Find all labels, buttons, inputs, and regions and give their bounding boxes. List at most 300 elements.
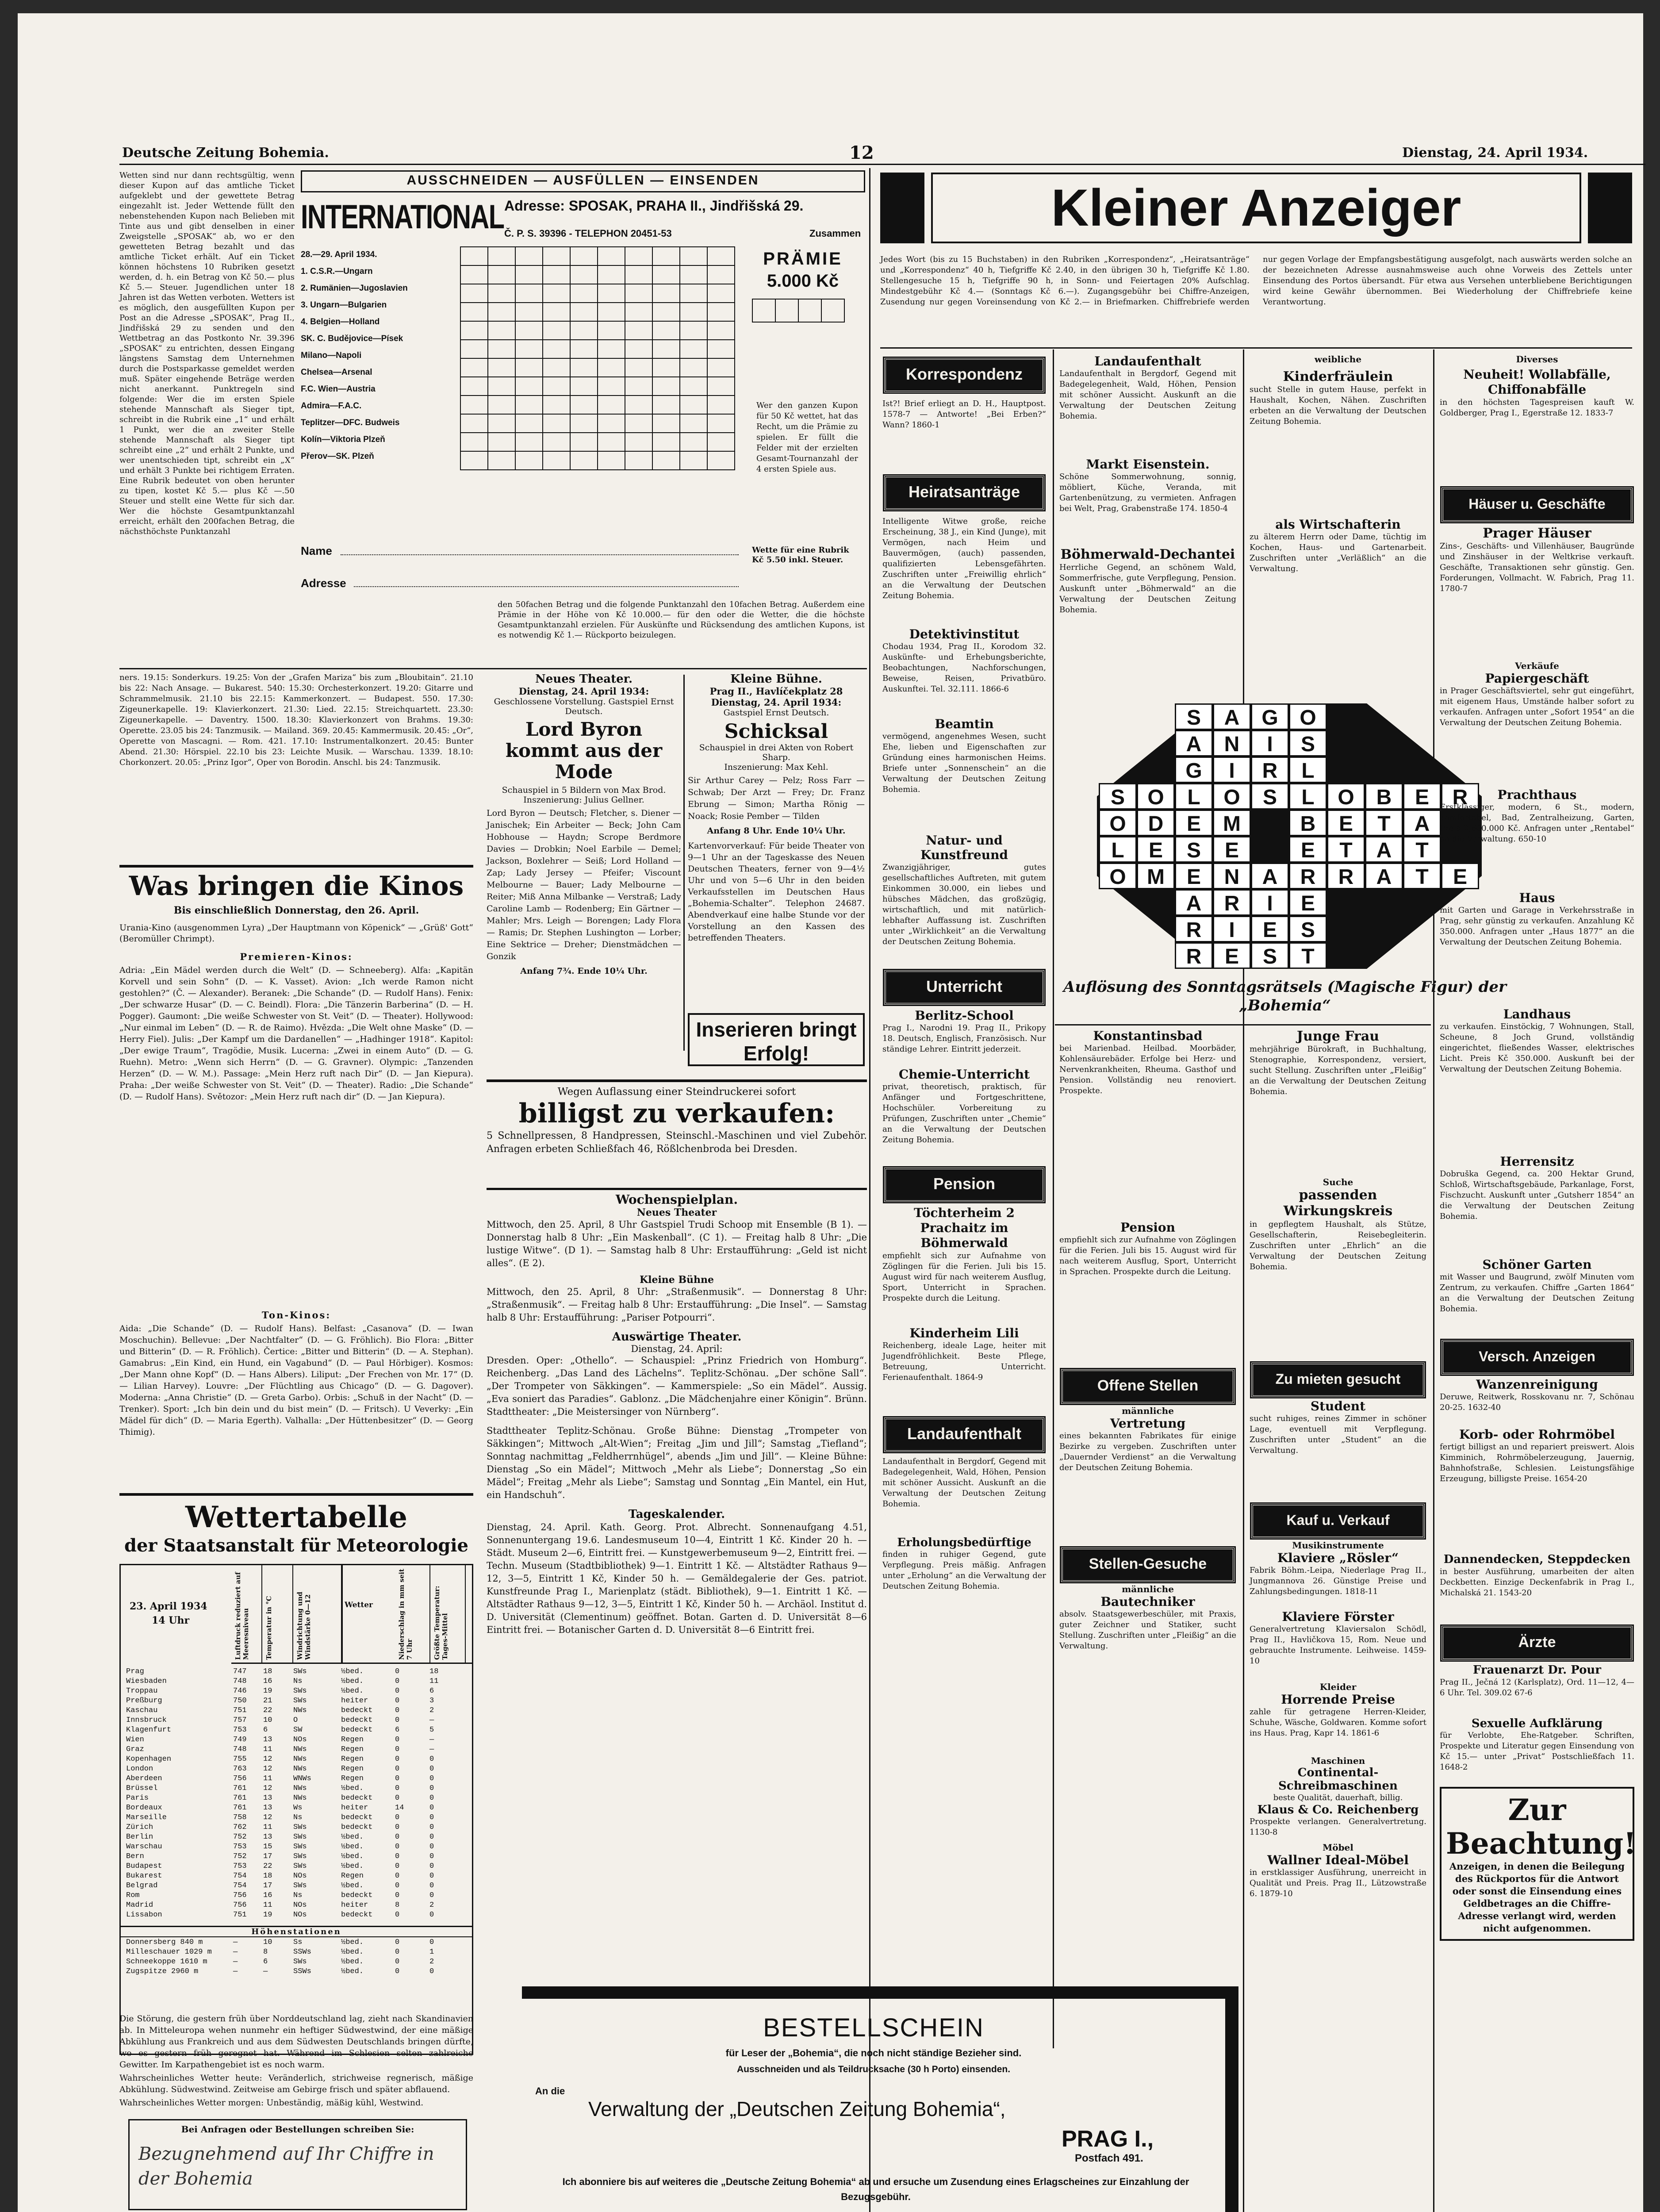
kleine-date: Dienstag, 24. April 1934: <box>711 697 842 708</box>
passenden-text: in gepflegtem Haushalt, als Stütze, Gesellschafterin, Reisebegleiterin. Zuschriften unter „Ehrlich“ an die Verwaltung der Deutschen Zeitung Bohemia. <box>1250 1220 1426 1271</box>
weather-cell: Budapest <box>126 1862 162 1870</box>
maschinen-label: Maschinen <box>1311 1755 1365 1766</box>
kinderfraeulein-head: Kinderfräulein <box>1283 369 1393 384</box>
kleine-play: Schicksal <box>724 720 828 743</box>
magic-cell: N <box>1213 863 1251 889</box>
bestell-line1: für Leser der „Bohemia“, die noch nicht ständige Bezieher sind. <box>725 2047 1022 2058</box>
anzeiger-col-b-lower <box>1059 1029 1236 1697</box>
weather-cell: bedeckt <box>341 1706 373 1715</box>
coupon-address: Adresse: SPOSAK, PRAHA II., Jindřišská 29. <box>504 198 804 214</box>
weather-cell: 12 <box>263 1784 272 1793</box>
weather-cell: Marseille <box>126 1813 167 1822</box>
klaus-head: Klaus & Co. Reichenberg <box>1257 1803 1419 1816</box>
bestellschein <box>522 1986 1238 2212</box>
offene-sub: männliche <box>1122 1406 1174 1416</box>
weather-cell: Klagenfurt <box>126 1726 172 1734</box>
weather-cell: SWs <box>293 1958 307 1966</box>
junge-text: mehrjährige Bürokraft, in Buchhaltung, Stenographie, Korrespondenz, versiert, sucht Stellung. Zuschriften unter „Fleißig“ an die Verwaltung der Deutschen Zeitung Bohemia. <box>1250 1045 1426 1096</box>
magic-cell: O <box>1099 863 1137 889</box>
magic-cell: A <box>1403 810 1441 836</box>
neues-sub: Schauspiel in 5 Bildern von Max Brod. <box>502 785 666 795</box>
weather-cell: Brüssel <box>126 1784 158 1793</box>
weather-cell: Lissabon <box>126 1911 162 1919</box>
match-list <box>301 263 460 465</box>
magic-grid <box>1097 703 1482 969</box>
magic-cell: E <box>1251 916 1289 942</box>
magic-cell: E <box>1289 889 1327 916</box>
suche-label: Suche <box>1323 1177 1353 1187</box>
anzeiger-left-block <box>880 173 924 243</box>
haus-text: mit Garten und Garage in Verkehrsstraße in Prag, sehr günstig zu verkaufen. Anzahlung Kč 350.000. Anfragen unter „Haus 1877“ an die Verwaltung der Deutschen Zeitung Bohemia. <box>1440 906 1634 947</box>
natur-head: Natur- und Kunstfreund <box>920 833 1008 862</box>
section-rule <box>119 1493 473 1496</box>
weather-cell: 0 <box>395 1716 400 1724</box>
weather-cell: SWs <box>293 1823 307 1832</box>
wochenspielplan <box>487 1192 867 1636</box>
weather-cell: 753 <box>233 1843 247 1851</box>
markt-head: Markt Eisenstein. <box>1086 457 1210 472</box>
weather-cell: 12 <box>263 1813 272 1822</box>
weather-cell: 19 <box>263 1911 272 1919</box>
weather-cell: ½bed. <box>341 1852 364 1861</box>
kleine-addr: Prag II., Havlíčekplatz 28 <box>709 686 843 697</box>
weather-cell: SWs <box>293 1843 307 1851</box>
magic-cell: A <box>1175 730 1213 757</box>
sport-rules-cont: den 50fachen Betrag und die folgende Punktanzahl den 10fachen Betrag. Außerdem eine Prämie in der Höhe von Kč 10.000.— für den oder die Wetter, die die höchste Gesamtpunktanzahl erzielen. Für Auskünfte und Rücksendung des amtlichen Kupons, ist es notwendig Kč 1.— Rückporto beizulegen. <box>498 600 865 640</box>
magic-cell: I <box>1251 889 1289 916</box>
weather-cell: 16 <box>263 1677 272 1686</box>
weather-cell: 8 <box>263 1948 268 1956</box>
magic-cell: S <box>1289 916 1327 942</box>
ausw-text: Dresden. Oper: „Othello“. — Schauspiel: „Prinz Friedrich von Homburg“. Reichenberg. „Das Land des Lächelns“. Teplitz-Schönau. „Der schöne Sall“. „Der Trompeter von Säkkingen“. — Kammerspiele: „So ein Mädel“. Aussig. „Eva soniert das Paradies“. Gablonz. „Die Mädchenjahre einer Königin“. Brünn. Stadttheater: „Die Meistersinger von Nürnberg“. <box>487 1355 867 1417</box>
weather-cell: Wien <box>126 1736 144 1744</box>
student-text: sucht ruhiges, reines Zimmer in schöner Lage, eventuell mit Verpflegung. Zuschriften unter „Student“ an die Verwaltung. <box>1250 1414 1426 1455</box>
papier-head: Papiergeschäft <box>1485 671 1589 686</box>
horrende-text: zahle für getragene Herren-Kleider, Schuhe, Wäsche, Goldwaren. Komme sofort ins Haus. Prag, Kapr 14. 1861-6 <box>1250 1707 1426 1738</box>
weather-cell: 13 <box>263 1794 272 1802</box>
weather-cell: 756 <box>233 1774 247 1783</box>
weather-cell: 0 <box>395 1872 400 1880</box>
korb-text: fertigt billigst an und repariert preiswert. Alois Kimminich, Rohrmöbelerzeugung, Jauernig, Bahnhofstraße, Schlesien. Leistungsfähige Erzeugung, billigste Preise. 1654-20 <box>1440 1442 1634 1483</box>
kleine-title: Kleine Bühne. <box>730 672 822 686</box>
weather-cell: 15 <box>263 1843 272 1851</box>
anzeiger-header <box>880 173 1632 248</box>
match-item: Kolín—Viktoria Plzeň <box>301 435 385 444</box>
weather-cell: NWs <box>293 1784 307 1793</box>
wetter-title: Wettertabelle <box>185 1500 407 1534</box>
bestell-line2: Ausschneiden und als Teildrucksache (30 h Porto) einsenden. <box>736 2064 1011 2074</box>
achtung-text: Anzeigen, in denen die Beilegung des Rückportos für die Antwort oder sonst die Einsendung eines Geldbetrages an die Chiffre-Adresse verlangt wird, werden nicht aufgenommen. <box>1449 1861 1625 1934</box>
wallner-text: in erstklassiger Ausführung, unerreicht in Qualität und Preis. Prag II., Lützowstraße 6. 1879-10 <box>1250 1868 1426 1898</box>
continental-text: beste Qualität, dauerhaft, billig. <box>1273 1793 1403 1802</box>
magic-cell: R <box>1251 757 1289 783</box>
weather-cell: 17 <box>263 1882 272 1890</box>
weather-cell: NWs <box>293 1794 307 1802</box>
neues-cast: Lord Byron — Deutsch; Fletcher, s. Diener — Janischek; Ein Arbeiter — Beck; John Cam Hobhouse — Haydn; Scrope Berdmore Davies — Drobkin; Noel Earbile — Demel; Jackson, Boxlehrer — Seiß; Lord Holland — Zap; Lady Jersey — Pfeifer; Viscount Melbourne — Bauer; Lady Melbourne — Reiter; Miß Anna Milbanke — Verstraß; Lady Caroline Lamb — Rodenberg; Ein Gärtner — Mahler; Mrs. Leigh — Borengen; Lady Flora — Ramis; Dr. Stephen Lushington — Lorber; Eine Sektrice — Dreher; Dienstmädchen — Gonzik <box>487 808 681 961</box>
versch-head: Versch. Anzeigen <box>1441 1340 1633 1375</box>
magic-cell: T <box>1403 863 1441 889</box>
landaufenthalt-sub: Landaufenthalt <box>1094 354 1201 369</box>
schoener-head: Schöner Garten <box>1482 1257 1592 1272</box>
weather-cell: ½bed. <box>341 1843 364 1851</box>
weather-cell: 0 <box>395 1891 400 1900</box>
weather-cell: 11 <box>263 1823 272 1832</box>
weather-cell: 0 <box>429 1774 434 1783</box>
weather-cell: 0 <box>429 1843 434 1851</box>
beamtin-text: vermögend, angenehmes Wesen, sucht Ehe, lieben und Eigenschaften zur Gründung eines harmonischen Heims. Briefe unter „Sonnenschein“ an die Verwaltung der Deutschen Zeitung Bohemia. <box>882 732 1046 794</box>
magic-cell: E <box>1441 863 1479 889</box>
herrensitz-text: Dobruška Gegend, ca. 200 Hektar Grund, Schloß, Wirtschaftsgebäude, Parkanlage, Forst, Fischzucht. Auskunft unter „Gutsherr 1854“ an die Verwaltung der Deutschen Zeitung Bohemia. <box>1440 1169 1634 1221</box>
magic-cell: R <box>1327 863 1365 889</box>
weather-cell: NWs <box>293 1706 307 1715</box>
weather-cell: 6 <box>263 1958 268 1966</box>
weather-row <box>123 1910 461 1920</box>
weather-cell: Milleschauer 1029 m <box>126 1948 212 1956</box>
weather-row <box>123 1957 461 1967</box>
ausw-date: Dienstag, 24. April: <box>631 1344 723 1354</box>
weather-cell: SWs <box>293 1687 307 1695</box>
weather-row <box>123 1967 461 1977</box>
weather-cell: 752 <box>233 1852 247 1861</box>
weather-cell: Schneekoppe 1610 m <box>126 1958 207 1966</box>
sexuelle-text: für Verlobte, Ehe-Ratgeber. Schriften, Prospekte und Literatur gegen Einsendung von Kč 15.— unter „Privat“ Postschließfach 11. 1648-2 <box>1440 1731 1634 1772</box>
weather-cell: 0 <box>395 1882 400 1890</box>
magic-cell: O <box>1099 810 1137 836</box>
page-number: 12 <box>849 142 874 163</box>
anfragen-label: Bei Anfragen oder Bestellungen schreiben Sie: <box>181 2124 414 2135</box>
weather-cell: 0 <box>429 1882 434 1890</box>
weather-cell: SWs <box>293 1882 307 1890</box>
vertretung-head: Vertretung <box>1110 1416 1186 1431</box>
name-field[interactable] <box>341 554 739 555</box>
weather-cell: 757 <box>233 1716 247 1724</box>
weather-forecast-2: Wahrscheinliches Wetter morgen: Unbeständig, mäßig kühl, Westwind. <box>119 2098 424 2108</box>
papier-text: in Prager Geschäftsviertel, sehr gut eingeführt, mit eigenem Haus, Umstände halber sofort zu verkaufen. Anfragen unter „Sofort 1954“ an die Verwaltung der Deutschen Zeitung Bohemia. <box>1440 686 1634 727</box>
weather-cell: — <box>233 1948 238 1956</box>
weather-cell: Kaschau <box>126 1706 158 1715</box>
weather-cell: 755 <box>233 1755 247 1763</box>
wochen-kleine: Kleine Bühne <box>639 1274 714 1286</box>
magic-cell: O <box>1213 783 1251 810</box>
weather-table <box>119 1564 473 2055</box>
weather-cell: 752 <box>233 1833 247 1841</box>
weather-cell: 0 <box>395 1774 400 1783</box>
moebel-label: Möbel <box>1323 1842 1353 1853</box>
offene-head: Offene Stellen <box>1061 1369 1234 1404</box>
bestell-top-bar <box>522 1986 1238 1999</box>
magic-cell: A <box>1251 863 1289 889</box>
stadttheater-text: Stadttheater Teplitz-Schönau. Große Bühne: Dienstag „Trompeter von Säkkingen“; Mittwoch „Alt-Wien“; Freitag „Jim und Jill“; Samstag „Tiefland“; Sonntag nachmittag „Feldherrnhügel“, abends „Jim und Jill“. — Kleine Bühne: Dienstag „So ein Mädel“; Mittwoch „Mehr als Liebe“; Donnerstag „So ein Mädel“; Freitag „Mehr als Liebe“; Samstag und Sonntag „Ein Mantel, ein Hut, ein Handschuh“. <box>487 1425 867 1500</box>
magic-cell: R <box>1175 916 1213 942</box>
berlitz-text: Prag I., Narodni 19. Prag II., Prikopy 18. Deutsch, Englisch, Französisch. Nur ständige Lehrer. Eintritt jederzeit. <box>882 1023 1046 1054</box>
weather-cell: 749 <box>233 1736 247 1744</box>
weather-cell: NWs <box>293 1765 307 1773</box>
boehmerwald-head: Böhmerwald-Dechantei <box>1060 547 1235 562</box>
auflassung-text: 5 Schnellpressen, 8 Handpressen, Steinschl.-Maschinen und viel Zubehör. Anfragen erbeten Schließfach 46, Rößlchenbroda bei Dresden. <box>487 1130 867 1155</box>
wochen-title: Wochenspielplan. <box>615 1192 738 1207</box>
weather-cell: 22 <box>263 1862 272 1870</box>
weather-cell: Regen <box>341 1765 364 1773</box>
weather-cell: bedeckt <box>341 1794 373 1802</box>
passenden-head: passenden Wirkungskreis <box>1283 1187 1393 1219</box>
korr-items: Ist?! Brief erliegt an D. H., Hauptpost. 1578-7 — Antworte! „Bei Erben?“ Wann? 1860-1 <box>882 399 1046 430</box>
musik-label: Musikinstrumente <box>1292 1540 1384 1551</box>
magic-cell: M <box>1137 863 1175 889</box>
weather-rows <box>123 1667 461 1920</box>
student-head: Student <box>1310 1399 1366 1413</box>
chemie-head: Chemie-Unterricht <box>898 1067 1030 1082</box>
weather-cell: 0 <box>395 1677 400 1686</box>
weather-cell: 0 <box>395 1667 400 1676</box>
weather-cell: bedeckt <box>341 1716 373 1724</box>
markt-text: Schöne Sommerwohnung, sonnig, möbliert, Küche, Veranda, mit Gartenbenützung, zu vermieten. Anfragen bei Welt, Prag, Grabenstraße 174. 1850-4 <box>1059 472 1236 513</box>
column-rule <box>869 168 870 2212</box>
magic-cell: E <box>1403 783 1441 810</box>
neuheit-head: Neuheit! Wollabfälle, Chiffonabfälle <box>1463 367 1611 397</box>
weather-cell: 22 <box>263 1706 272 1715</box>
klaus-text: Prospekte verlangen. Generalvertretung. 1130-8 <box>1250 1817 1426 1837</box>
weather-cell: 2 <box>429 1901 434 1909</box>
weather-cell: 17 <box>263 1852 272 1861</box>
weather-row <box>123 1803 461 1813</box>
weather-cell: SWs <box>293 1833 307 1841</box>
magic-cell: I <box>1213 757 1251 783</box>
kleine-sub: Schauspiel in drei Akten von Robert Sharp. <box>699 743 854 762</box>
weather-cell: Graz <box>126 1745 144 1754</box>
weather-cell: ½bed. <box>341 1882 364 1890</box>
weather-cell: bedeckt <box>341 1813 373 1822</box>
neuheit-text: in den höchsten Tagespreisen kauft W. Goldberger, Prag I., Egerstraße 12. 1833-7 <box>1440 398 1634 418</box>
weather-cell: 754 <box>233 1872 247 1880</box>
continental-head: Continental-Schreibmaschinen <box>1278 1766 1398 1793</box>
weather-cell: 0 <box>429 1938 434 1947</box>
anzeiger-col-c-lower <box>1250 1029 1426 1916</box>
weather-cell: Troppau <box>126 1687 158 1695</box>
magic-cell: T <box>1403 836 1441 863</box>
weather-cell: 0 <box>395 1687 400 1695</box>
weather-cell: Ns <box>293 1891 303 1900</box>
inserieren-ad: Inserieren bringt Erfolg! <box>688 1013 865 1066</box>
neues-play: Lord Byron kommt aus der Mode <box>505 718 663 783</box>
weather-cell: Ns <box>293 1677 303 1686</box>
anzeiger-col-b <box>1059 354 1236 651</box>
bestell-verwaltung: Verwaltung der „Deutschen Zeitung Bohemia“, <box>588 2097 1006 2120</box>
neues-theater <box>487 672 681 976</box>
match-item: SK. C. Budějovice—Písek <box>301 334 403 343</box>
tages-text: Dienstag, 24. April. Kath. Georg. Prot. Albrecht. Sonnenaufgang 4.51, Sonnenuntergang 19.6. Landesmuseum 10—4, Eintritt 1 Kč. Kinder 20 h. — Städt. Museum 2—6, Eintritt frei. — Kunstgewerbemuseum 9—2, Eintritt frei. — Techn. Museum (Stadtbibliothek) 9—1. Eintritt 1 Kč. — Altstädter Rathaus 9—12, 3—5, Eintritt 1 Kč, Kinder 50 h. — Gemäldegalerie der Ges. patriot. Kunstfreunde Prag I., Marienplatz (städt. Bibliothek), 9—1. Eintritt 1 Kč. — Altstädter Rathaus 9—12, 3—5, Eintritt 1 Kč, Kinder 50 h. — Archäol. Institut d. D. Universität (Clementinum) geöffnet. Botan. Garten d. D. Universität 8—6 Eintritt frei. — Botanischer Garten d. D. Universität 8—6 Eintritt frei. <box>487 1522 867 1635</box>
weather-cell: 0 <box>395 1697 400 1705</box>
detektiv-head: Detektivinstitut <box>909 627 1020 641</box>
kinderheim-head: Kinderheim Lili <box>909 1326 1019 1340</box>
weather-row <box>123 1871 461 1881</box>
weather-cell: SW <box>293 1726 303 1734</box>
header-left: Deutsche Zeitung Bohemia. <box>122 145 329 161</box>
weather-cell: Prag <box>126 1667 144 1676</box>
praemie-grid[interactable] <box>752 299 845 323</box>
pension-head: Pension <box>884 1167 1044 1202</box>
auflassung-line1: Wegen Auflassung einer Steindruckerei sofort <box>557 1086 796 1098</box>
weather-cell: 11 <box>263 1901 272 1909</box>
heirat-items: Intelligente Witwe große, reiche Erscheinung, 38 J., ein Kind (Junge), mit Vermögen, nach Heim und Bauvermögen, (auch) passenden, qualifizierten Lebensgefährten. Zuschriften unter „Freiwillig ehrlich“ an die Verwaltung der Deutschen Zeitung Bohemia. <box>882 517 1046 600</box>
kleine-regie: Inszenierung: Max Kehl. <box>724 762 828 772</box>
weather-cell: 0 <box>395 1736 400 1744</box>
weather-cell: Paris <box>126 1794 149 1802</box>
anfragen-box <box>128 2119 467 2210</box>
weather-row <box>123 1852 461 1862</box>
match-item: 4. Belgien—Holland <box>301 317 380 326</box>
magic-cell: T <box>1365 810 1403 836</box>
weather-cell: 0 <box>429 1755 434 1763</box>
magic-cell: D <box>1137 810 1175 836</box>
landauf-text-a: Landaufenthalt in Bergdorf, Gegend mit Badegelegenheit, Wald, Höhen, Pension mit schöner Aussicht. Auskunft an die Verwaltung der Deutschen Zeitung Bohemia. <box>882 1457 1046 1509</box>
weather-row <box>123 1881 461 1891</box>
weather-cell: Regen <box>341 1872 364 1880</box>
match-item: Admira—F.A.C. <box>301 401 362 411</box>
weather-cell: 0 <box>395 1823 400 1832</box>
weather-cell: 0 <box>395 1938 400 1947</box>
toechter-text: empfiehlt sich zur Aufnahme von Zöglingen für die Ferien. Juli bis 15. August wird für nach weiterem Ausflug, Sport, Unterricht in Sprachen. Prospekte durch die Leitung. <box>882 1251 1046 1303</box>
unterricht-head: Unterricht <box>884 970 1044 1005</box>
verkaeufe-label: Verkäufe <box>1515 661 1559 671</box>
name-label: Name <box>301 544 332 557</box>
weather-cell: 0 <box>395 1862 400 1870</box>
kleine-end: Anfang 8 Uhr. Ende 10¼ Uhr. <box>707 826 846 836</box>
frauenarzt-text: Prag II., Ječná 12 (Karlsplatz), Ord. 11—12, 4—6 Uhr. Tel. 309.02 67-6 <box>1440 1678 1634 1697</box>
weather-cell: 758 <box>233 1813 247 1822</box>
weather-cell: Berlin <box>126 1833 153 1841</box>
weather-cell: 753 <box>233 1726 247 1734</box>
weather-cell: 0 <box>395 1813 400 1822</box>
weather-cell: 12 <box>263 1755 272 1763</box>
weather-cell: 8 <box>395 1901 400 1909</box>
weather-cell: — <box>233 1967 238 1976</box>
weather-row <box>123 1755 461 1764</box>
weather-cell: 1 <box>429 1948 434 1956</box>
neues-regie: Inszenierung: Julius Gellner. <box>523 795 644 805</box>
landhaus-head: Landhaus <box>1503 1007 1571 1022</box>
wochen-kleine-text: Mittwoch, den 25. April, 8 Uhr: „Straßenmusik“. — Donnerstag 8 Uhr: „Straßenmusik“. — Freitag halb 8 Uhr: Erstaufführung: „Die Insel“. — Samstag halb 8 Uhr: Erstaufführung: „Pariser Potpourri“. <box>487 1286 867 1323</box>
detektiv-text: Chodau 1934, Prag II., Korodom 32. Auskünfte- und Erhebungsberichte, Beobachtungen, Nachforschungen, Beweise, Reisen, Privatbüro. Auskunftei. Tel. 32.111. 1866-6 <box>882 642 1046 694</box>
weather-cell: Regen <box>341 1774 364 1783</box>
dannen-text: in bester Ausführung, umarbeiten der alten Deckbetten. Einzige Deckenfabrik in Prag I., Michalská 21. 1543-20 <box>1440 1567 1634 1598</box>
wochen-neues-text: Mittwoch, den 25. April, 8 Uhr Gastspiel Trudi Schoop mit Ensemble (B 1). — Donnerstag halb 8 Uhr: „Ein Maskenball“. (C 1). — Freitag halb 8 Uhr: „Die lustige Witwe“. (D 1). — Samstag halb 8 Uhr: Erstaufführung: „Geld ist nicht alles“. (E 2). <box>487 1219 867 1268</box>
weather-cell: heiter <box>341 1804 368 1812</box>
magic-cell: E <box>1327 810 1365 836</box>
sport-intro: Wetten sind nur dann rechtsgültig, wenn dieser Kupon auf das amtliche Ticket aufgeklebt und der gewettete Betrag eingezahlt ist. Jeder Wettende füllt den nebenstehenden Kupon nach Belieben mit Tinte aus und gibt denselben in einer Zweigstelle „SPOSAK“ ab, wo er den gewetteten Betrag bezahlt und das amtliche Ticket erhält. Auf ein Ticket können höchstens 10 Rubriken gesetzt werden, d. h. ein Betrag von Kč 50.— plus Kč 5.— Steuer. Jugendlichen unter 18 Jahren ist das Wetten verboten. Wetters ist es möglich, den ausgefüllten Kupon per Post an die Adresse „SPOSAK“, Prag II., Jindřišská 29 zu senden und den Wettbetrag an das Postkonto Nr. 39.396 „SPOSAK“ zu entrichten, dessen Eingang längstens Samstag dem Unternehmen durch die Postsparkasse gemeldet werden muß. Später eingehende Beträge werden nicht anerkannt. Punktregeln sind folgende: Wer die im ersten Spiele stehende Mannschaft als Sieger tipt, schreibt in die Rubrik eine „1“ und erhält 1 Punkt, wer die an zweiter Stelle stehende Mannschaft als Sieger tipt schreibt eine „2“ und erhält 2 Punkte, und wer unentschieden tipt, schreibt ein „X“ und erhält 3 Punkte bei richtigem Erraten. Eine Rubrik bedeutet von oben herunter zu tipen, kostet Kč 5.— plus Kč —.50 Steuer und stellt eine Wette für sich dar. Wer die höchste Gesamtpunktanzahl erreicht, erhält den 200fachen Betrag, die nächsthöchste Punktanzahl <box>119 171 295 536</box>
haus-head: Haus <box>1519 891 1555 905</box>
beamtin-head: Beamtin <box>935 717 994 731</box>
magic-cell: B <box>1289 810 1327 836</box>
header-rule <box>119 164 1645 165</box>
weather-cell: 0 <box>429 1891 434 1900</box>
weather-cell: 6 <box>429 1687 434 1695</box>
weather-cell: ½bed. <box>341 1967 364 1976</box>
premieren-list: Adria: „Ein Mädel werden durch die Welt“ (D. — Schneeberg). Alfa: „Kapitän Korvell und sein Sohn“ (D. — K. Vasset). Avion: „Ich werde Ramon nicht gestohlen?“ (Č. — Alexander). Beranek: „Die Schande“ (D. — Rudolf Hans). Fenix: „Der schwarze Husar“ (D. — C. Beindl). Flora: „Die Tänzerin Barberina“ (D. — H. Pogger). Gaumont: „Die weiße Schwester von St. Veit“ (D. — Theater). Hollywood: „Nur einmal im Leben“ (D. — R. de Raimo). Hvězda: „Die Welt ohne Maske“ (D. — Herry Fiel). Julis: „Der Kampf um die Dardanellen“ — „Hadhinger 1918“. Kapitol: „Der ewige Traum“, Tragödie, Musik. Lucerna: „Zwei in einem Auto“ (D. — G. Ruehn). Metro: „Wenn sich Herrn“ (D. — G. Gravner). Olympic: „Tanzenden Herzen“ (D. — W. M.). Passage: „Mein Herz ruft nach Dir“ (D. — Jan Kiepura). Praha: „Der weiße Schwester von St. Veit“ (D. — Theater). Radio: „Die Schande“ (D. — Rudolf Hans). Světozor: „Mein Herz ruft nach dir“ (D. — Jan Kiepura). <box>119 965 473 1102</box>
anzeiger-title: Kleiner Anzeiger <box>931 173 1581 243</box>
dannen-head: Dannendecken, Steppdecken <box>1443 1553 1631 1566</box>
weather-cell: 6 <box>395 1726 400 1734</box>
weather-cell: 21 <box>263 1697 272 1705</box>
weather-cell: Rom <box>126 1891 140 1900</box>
weather-row <box>123 1716 461 1725</box>
kauf-head: Kauf u. Verkauf <box>1251 1504 1425 1538</box>
adresse-field[interactable] <box>354 586 739 587</box>
weather-cell: 762 <box>233 1823 247 1832</box>
magic-cell: G <box>1251 703 1289 730</box>
weather-cell: 0 <box>429 1784 434 1793</box>
weather-cell: heiter <box>341 1697 368 1705</box>
foerster-text: Generalvertretung Klaviersalon Schödl, Prag II., Havličkova 15, Rom. Neue und gebrauchte Instrumente. Leihweise. 1459-10 <box>1250 1624 1426 1666</box>
match-item: 3. Ungarn—Bulgarien <box>301 300 387 310</box>
prager-head: Prager Häuser <box>1483 526 1591 541</box>
schoener-text: mit Wasser und Baugrund, zwölf Minuten vom Zentrum, zu verkaufen. Chiffre „Garten 1864“ an die Verwaltung der Deutschen Zeitung Bohemia. <box>1440 1272 1634 1313</box>
radio-program: ners. 19.15: Sonderkurs. 19.25: Von der „Grafen Mariza“ bis zum „Bloubitain“. 21.10 bis 22: Nach Ansage. — Bukarest. 540: 15.30: Orchesterkonzert. 19.20: Gitarre und Schrammelmusik. 21.10 bis 22.15: Kammerkonzert. — Budapest. 550. 17.30: Zigeunerkapelle. 19: Klavierkonzert. 21.30: Lied. 22.15: Streichquartett. 23.30: Zigeunerkapelle. — Daventry. 1500. 18.30: Klavierkonzert von Brahms. 19.30: Operette. 23.05 bis 24: Tanzmusik. — Mailand. 369. 20.45: Kammermusik. 20.45: „Or“, Operette von Mascagni. — Rom. 421. 17.10: Instrumentalkonzert. 20.45: Bunter Abend. 21.30: Hörspiel. 22.10 bis 23: Leichte Musik. — Warschau. 1339. 18.10: Chorkonzert. 20.05: „Prinz Igor“, Oper von Borodin. Anschl. bis 24: Tanzmusik. <box>119 673 473 767</box>
weather-cell: 0 <box>395 1967 400 1976</box>
tip-grid[interactable] <box>460 246 735 470</box>
weather-cell: 0 <box>429 1823 434 1832</box>
weather-row <box>123 1745 461 1755</box>
weather-cell: SWs <box>293 1852 307 1861</box>
match-item: F.C. Wien—Austria <box>301 384 376 394</box>
weather-cell: 5 <box>429 1726 434 1734</box>
praemie-label: PRÄMIE <box>763 249 843 269</box>
weather-cell: 0 <box>429 1911 434 1919</box>
weather-cell: 0 <box>395 1958 400 1966</box>
sport-coupon <box>301 170 863 613</box>
weather-cell: — <box>429 1745 434 1754</box>
weather-cell: 748 <box>233 1745 247 1754</box>
bautech-text: absolv. Staatsgewerbeschüler, mit Praxis, guter Zeichner und Statiker, sucht Stellung. Zuschriften unter „Fleißig“ an die Verwaltung. <box>1059 1609 1236 1651</box>
kino-title: Was bringen die Kinos <box>129 871 464 902</box>
pension-text: empfiehlt sich zur Aufnahme von Zöglingen für die Ferien. Juli bis 15. August wird für nach weiterem Ausflug, Sport, Unterricht in Sprachen. Prospekte durch die Leitung. <box>1059 1235 1236 1276</box>
magic-cell: N <box>1213 730 1251 757</box>
weather-cell: ½bed. <box>341 1687 364 1695</box>
coupon-total-label: Zusammen <box>809 228 861 239</box>
weather-row <box>123 1891 461 1901</box>
korrespondenz-head: Korrespondenz <box>884 358 1044 392</box>
weather-cell: 18 <box>429 1667 439 1676</box>
magic-cell: S <box>1099 783 1137 810</box>
weather-cell: 19 <box>263 1687 272 1695</box>
bestell-prag: PRAG I., <box>1062 2126 1154 2152</box>
wallner-head: Wallner Ideal-Möbel <box>1267 1853 1409 1867</box>
header-right: Dienstag, 24. April 1934. <box>1402 145 1588 161</box>
weather-cell: 0 <box>395 1948 400 1956</box>
magic-cell: B <box>1365 783 1403 810</box>
weather-cell: 0 <box>395 1706 400 1715</box>
magic-cell: E <box>1137 836 1175 863</box>
weather-cell: bedeckt <box>341 1823 373 1832</box>
weather-row <box>123 1862 461 1871</box>
weather-header: Wetter <box>342 1565 395 1663</box>
weather-cell: 11 <box>429 1677 439 1686</box>
weather-header: Windrichtung und Windstärke 0—12 <box>293 1565 342 1663</box>
weather-headers <box>231 1565 473 1664</box>
weather-cell: Warschau <box>126 1843 162 1851</box>
weather-cell: NOs <box>293 1901 307 1909</box>
weather-cell: — <box>429 1716 434 1724</box>
magic-cell: R <box>1289 863 1327 889</box>
kino-subtitle: Bis einschließlich Donnerstag, den 26. April. <box>173 905 419 916</box>
stellen-head: Stellen-Gesuche <box>1061 1548 1234 1582</box>
wanzen-text: Deruwe, Reitwerk, Rosskovanu nr. 7, Schönau 20-25. 1632-40 <box>1440 1392 1634 1412</box>
magic-cell <box>1251 836 1289 863</box>
magic-cell: S <box>1175 836 1213 863</box>
weather-cell: 763 <box>233 1765 247 1773</box>
toechterheim-head: Töchterheim 2 Prachaitz im Böhmerwald <box>914 1206 1015 1250</box>
magic-cell: M <box>1213 810 1251 836</box>
hoehen-rows <box>123 1938 461 1977</box>
